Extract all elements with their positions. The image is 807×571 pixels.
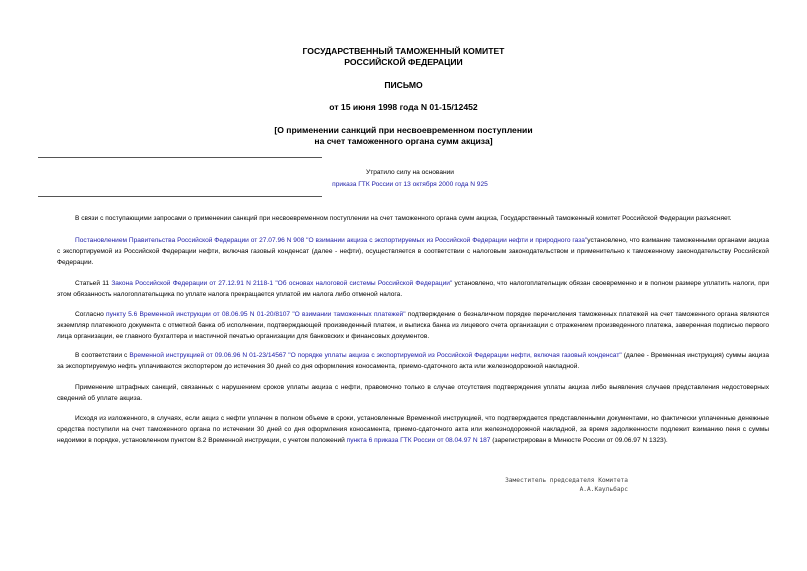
doc-title-line1: [О применении санкций при несвоевременном поступлении xyxy=(274,125,533,135)
tax-law-link[interactable]: Закона Российской Федерации от 27.12.91 N 2118-1 "Об основах налоговой системы Российской Федерации" xyxy=(111,280,453,287)
signature-position: Заместитель председателя Комитета xyxy=(505,477,628,484)
paragraph-3-prefix: Статьей 11 xyxy=(75,280,112,287)
paragraph-7-text: Исходя из изложенного, в случаях, если акциз с нефти уплачен в полном объеме в сроки, установленные Временной инструкцией, что подтверждается представленными документами, но фактически уплаченные денежные средства поступили на счет таможенного органа по истечении 30 дней со дня оформления коносамента, приемо-сдаточного акта или железнодорожной накладной, за время задолженности подлежит взиманию пеня с суммы недоимки в порядке, установленном пунктом 8.2 Временной инструкции, с учетом положений xyxy=(57,415,769,444)
org-name-line2: РОССИЙСКОЙ ФЕДЕРАЦИИ xyxy=(344,57,463,67)
doc-title-line2: на счет таможенного органа сумм акциза] xyxy=(314,136,493,146)
repeal-note xyxy=(330,167,490,191)
paragraph-5-text: (далее - Временная инструкция) суммы акциза за экспортируемую нефть уплачиваются экспортером до истечения 30 дней со дня оформления коносамента, приемо-сдаточного акта или железнодорожной накладной. xyxy=(57,352,770,370)
gtk-order-link[interactable]: пункта 6 приказа ГТК России от 08.04.97 N 187 xyxy=(346,436,491,444)
paragraph-3-text: установлено, что налогоплательщик обязан своевременно и в полном размере уплатить налоги, при этом обязанность налогоплательщика по уплате налога прекращается уплатой им налога либо отменой налога. xyxy=(57,280,770,298)
doc-type: ПИСЬМО xyxy=(384,80,423,90)
paragraph-4-text: подтверждение о безналичном порядке перечисления таможенных платежей на счет таможенного органа являются экземпляр платежного документа с отметкой банка об исполнении, подтверждающей произведенный платеж, и выписка банка из лицевого счета организации с отражением произведенного платежа, заверенная подписью первого лица организации, ее главного бухгалтера и мастичной печатью организации для банковских и финансовых документов. xyxy=(57,311,769,340)
signature-name: А.А.Каульбарс xyxy=(579,486,628,493)
paragraph-5 xyxy=(57,351,769,373)
excise-instruction-link[interactable]: Временной инструкцией от 09.06.96 N 01-23/14567 "О порядке уплаты акциза с экспортируемой из Российской Федерации нефти, включая газовый конденсат" xyxy=(129,352,622,359)
paragraph-5-prefix: В соответствии с xyxy=(75,352,130,359)
paragraph-7 xyxy=(57,414,769,446)
divider-top xyxy=(38,157,322,158)
repeal-note-text: Утратило силу на основании xyxy=(366,169,454,176)
org-name-line1: ГОСУДАРСТВЕННЫЙ ТАМОЖЕННЫЙ КОМИТЕТ xyxy=(302,46,505,56)
paragraph-4 xyxy=(57,310,769,342)
paragraph-2-text: установлено, что взимание таможенными органами акциза с экспортируемой из Российской Федерации нефти, включая газовый конденсат (далее - нефти), осуществляется в соответствии с налоговым законодательством и применительно к таможенному законодательству Российской Федерации. xyxy=(57,237,769,266)
customs-instruction-link[interactable]: пункту 5.6 Временной инструкции от 08.06.95 N 01-20/8107 "О взимании таможенных платежей" xyxy=(106,311,406,318)
paragraph-4-prefix: Согласно xyxy=(75,311,107,318)
paragraph-6-text: Применение штрафных санкций, связанных с нарушением сроков уплаты акциза с нефти, правомочно только в случае отсутствия подтверждения уплаты акциза либо выявления случаев представления недостоверных сведений об уплате акциза. xyxy=(57,384,769,402)
divider-bottom xyxy=(38,196,322,197)
government-decree-link[interactable]: Постановлением Правительства Российской Федерации от 27.07.96 N 908 "О взимании акциза с экспортируемых из Российской Федерации нефти и природного газа" xyxy=(75,237,588,244)
repeal-order-link[interactable]: приказа ГТК России от 13 октября 2000 года N 925 xyxy=(332,181,488,188)
paragraph-1 xyxy=(57,214,769,225)
paragraph-7-tail: (зарегистрирован в Минюсте России от 09.06.97 N 1323). xyxy=(490,436,668,444)
paragraph-6 xyxy=(57,383,769,405)
paragraph-3 xyxy=(57,279,769,301)
doc-date: от 15 июня 1998 года N 01-15/12452 xyxy=(329,102,478,112)
paragraph-1-text: В связи с поступающими запросами о применении санкций при несвоевременном поступлении на счет таможенного органа сумм акциза, Государственный таможенный комитет Российской Федерации разъясняет. xyxy=(75,215,732,222)
signature-block xyxy=(488,476,628,494)
paragraph-2 xyxy=(57,236,769,268)
